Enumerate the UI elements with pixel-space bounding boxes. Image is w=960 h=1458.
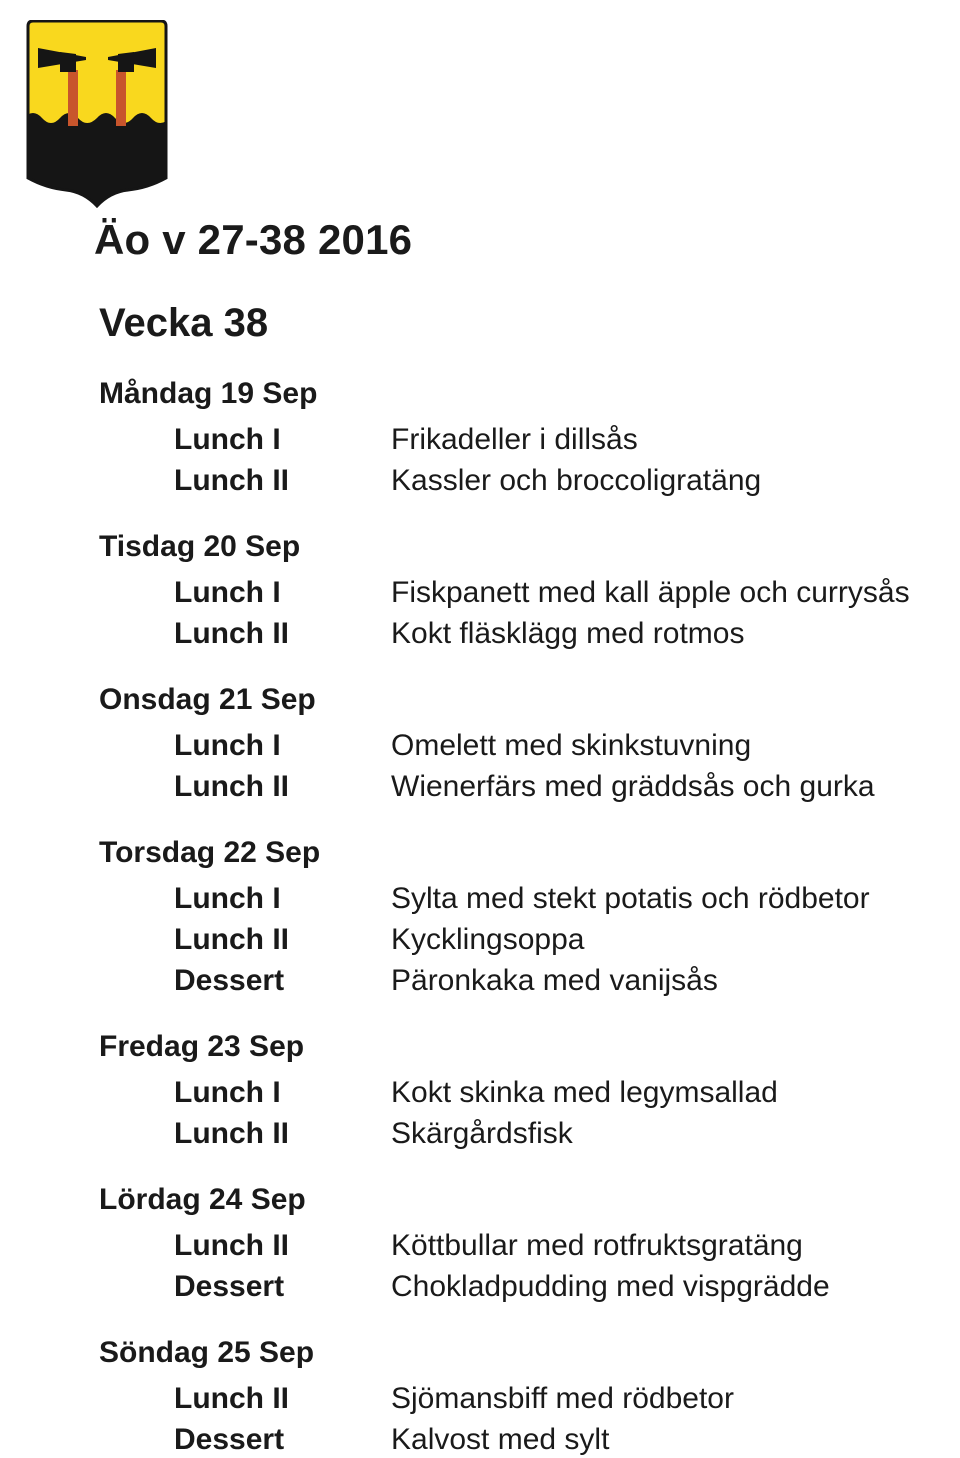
coat-of-arms-logo [24,20,170,208]
meal-label: Lunch I [174,882,281,915]
meal-label: Lunch I [174,729,281,762]
meal-dish: Frikadeller i dillsås [391,423,638,456]
meal-dish: Kokt skinka med legymsallad [391,1076,778,1109]
meal-dish: Sjömansbiff med rödbetor [391,1382,734,1415]
meal-dish: Chokladpudding med vispgrädde [391,1270,830,1303]
day-heading: Onsdag 21 Sep [99,683,316,716]
meal-label: Lunch II [174,464,289,497]
meal-label: Lunch I [174,1076,281,1109]
meal-label: Lunch II [174,1117,289,1150]
meal-dish: Köttbullar med rotfruktsgratäng [391,1229,803,1262]
day-heading: Tisdag 20 Sep [99,530,301,563]
meal-label: Dessert [174,1423,285,1456]
meal-label: Dessert [174,964,285,997]
meal-dish: Kycklingsoppa [391,923,585,956]
meal-dish: Päronkaka med vanijsås [391,964,718,997]
meal-label: Lunch II [174,770,289,803]
meal-label: Lunch I [174,576,281,609]
meal-label: Lunch II [174,923,289,956]
meal-label: Lunch I [174,423,281,456]
meal-label: Dessert [174,1270,285,1303]
meal-label: Lunch II [174,1229,289,1262]
day-heading: Fredag 23 Sep [99,1030,305,1063]
day-heading: Torsdag 22 Sep [99,836,321,869]
day-heading: Måndag 19 Sep [99,377,318,410]
meal-dish: Kalvost med sylt [391,1423,610,1456]
meal-dish: Sylta med stekt potatis och rödbetor [391,882,870,915]
day-heading: Lördag 24 Sep [99,1183,306,1216]
meal-label: Lunch II [174,617,289,650]
meal-dish: Fiskpanett med kall äpple och currysås [391,576,910,609]
meal-dish: Kassler och broccoligratäng [391,464,762,497]
menu-title: Äo v 27-38 2016 [94,216,413,263]
meal-dish: Omelett med skinkstuvning [391,729,752,762]
week-heading: Vecka 38 [99,301,269,345]
meal-dish: Kokt fläsklägg med rotmos [391,617,745,650]
meal-label: Lunch II [174,1382,289,1415]
meal-dish: Wienerfärs med gräddsås och gurka [391,770,875,803]
meal-dish: Skärgårdsfisk [391,1117,573,1150]
day-heading: Söndag 25 Sep [99,1336,315,1369]
